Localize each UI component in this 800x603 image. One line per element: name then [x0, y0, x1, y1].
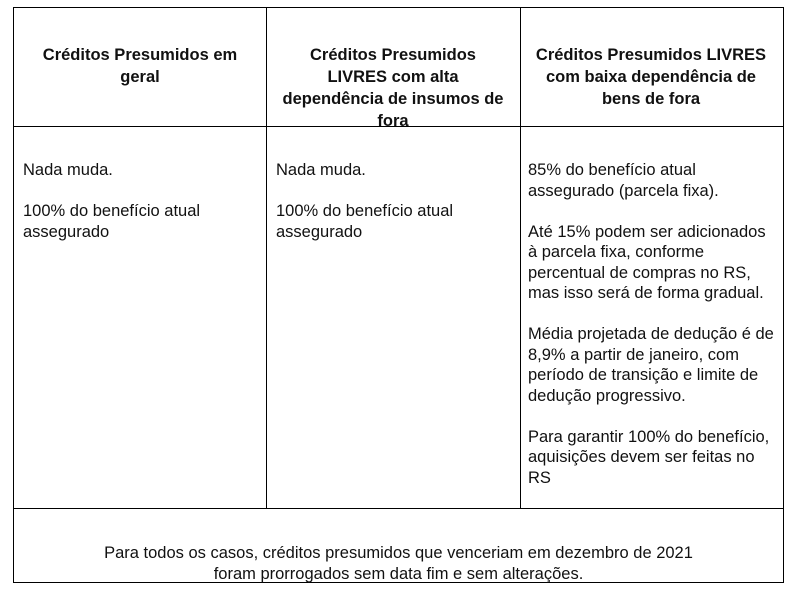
cell-col-2 [276, 160, 496, 242]
cell-text: Média projetada de dedução é de 8,9% a partir de janeiro, com período de transição e limite de dedução progressivo. [528, 325, 774, 405]
cell-text: 100% do benefício atual assegurado [23, 202, 201, 241]
header-col-3: Créditos Presumidos LIVRES com baixa dependência de bens de fora [535, 46, 767, 108]
header-col-1: Créditos Presumidos em geral [42, 46, 238, 86]
footer-note [14, 543, 783, 584]
column-divider [266, 8, 267, 509]
cell-col-3 [528, 160, 775, 488]
footer-divider [14, 508, 783, 509]
cell-text: 85% do benefício atual assegurado (parcela fixa). [528, 161, 719, 200]
column-divider [520, 8, 521, 509]
header-col-2: Créditos Presumidos LIVRES com alta dependência de insumos de fora [282, 46, 504, 130]
cell-text: Para garantir 100% do benefício, aquisições devem ser feitas no RS [528, 427, 770, 487]
cell-text: Nada muda. [23, 161, 113, 179]
footer-line: Para todos os casos, créditos presumidos que venceriam em dezembro de 2021 [104, 544, 693, 562]
cell-text: Nada muda. [276, 161, 366, 179]
footer-line: foram prorrogados sem data fim e sem alterações. [213, 564, 584, 583]
cell-col-1 [23, 160, 243, 242]
cell-text: 100% do benefício atual assegurado [276, 202, 454, 241]
cell-text: Até 15% podem ser adicionados à parcela fixa, conforme percentual de compras no RS, mas isso será de forma gradual. [528, 222, 766, 302]
benefits-table [13, 7, 784, 583]
